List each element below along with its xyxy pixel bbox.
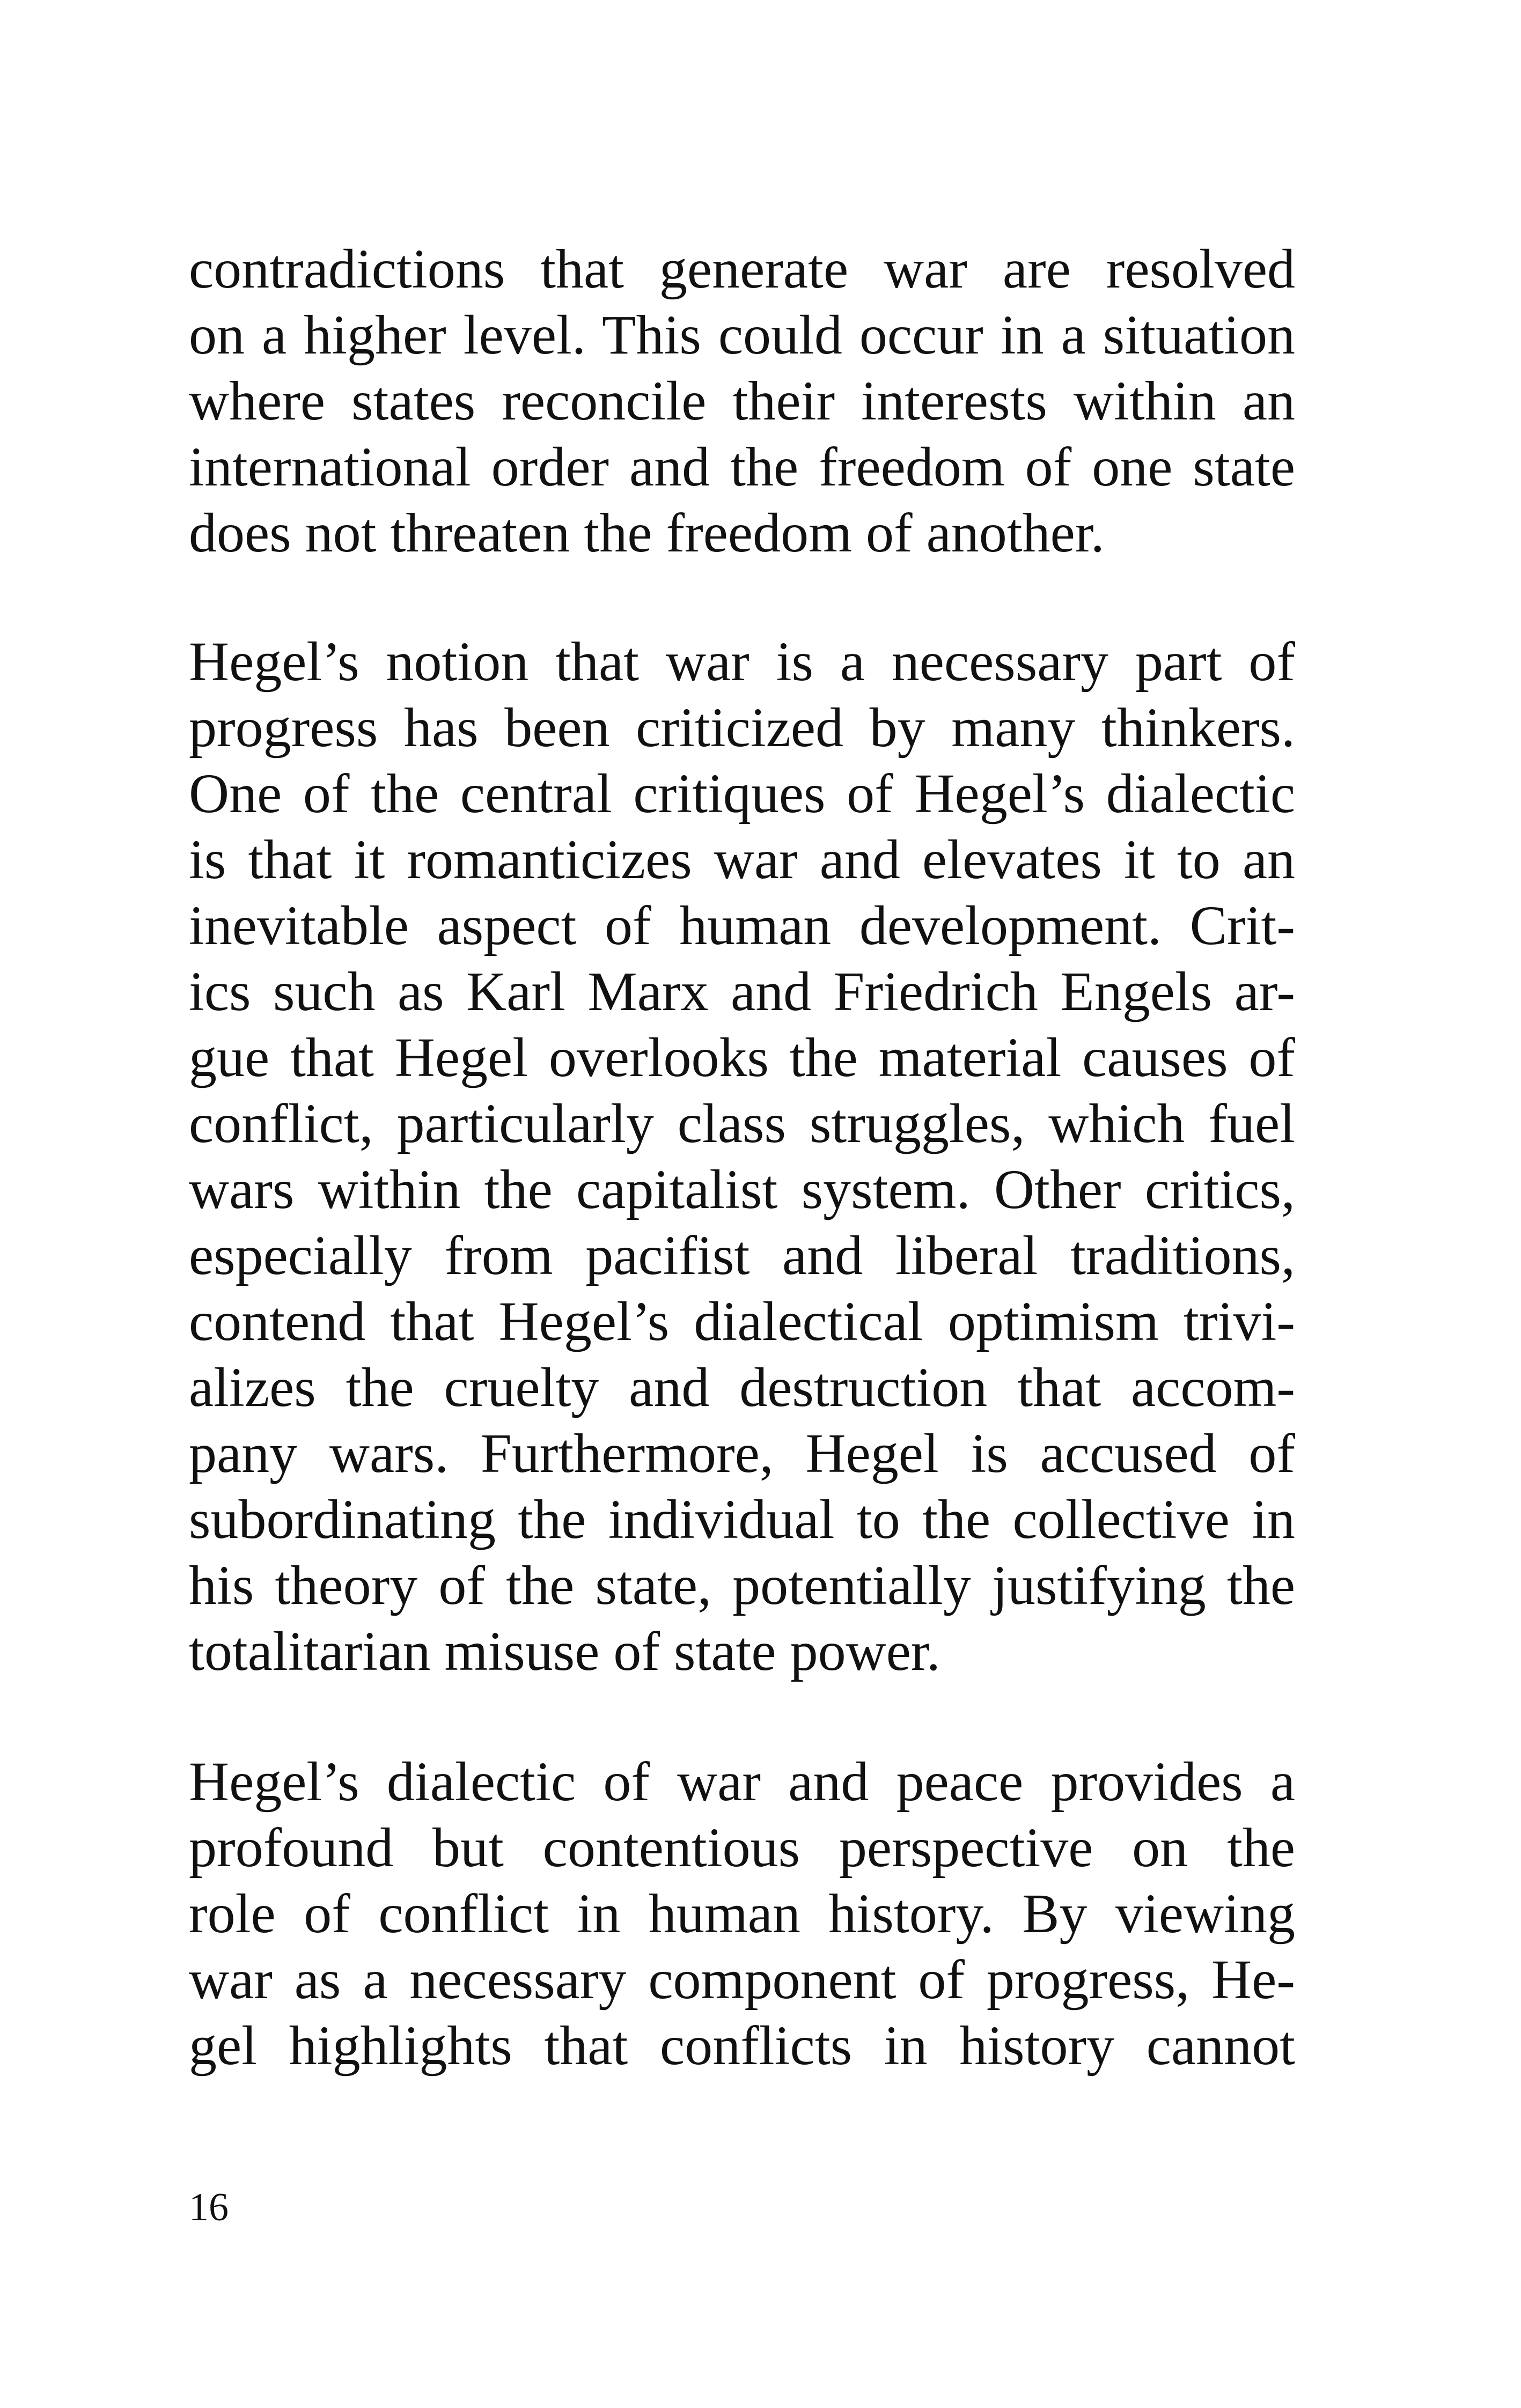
text-line: Hegel’s notion that war is a necessary part of bbox=[189, 631, 1295, 693]
text-line: pany wars. Furthermore, Hegel is accused of bbox=[189, 1423, 1295, 1484]
text-line: does not threaten the freedom of another. bbox=[189, 502, 1105, 564]
text-line: inevitable aspect of human development. Crit- bbox=[189, 895, 1295, 956]
text-line: conflict, particularly class struggles, which fuel bbox=[189, 1093, 1295, 1154]
text-line: wars within the capitalist system. Other critics, bbox=[189, 1159, 1295, 1220]
text-line: alizes the cruelty and destruction that accom- bbox=[189, 1357, 1295, 1418]
paragraph-3 bbox=[189, 1749, 1295, 2079]
text-line: on a higher level. This could occur in a situation bbox=[189, 304, 1295, 366]
text-line: his theory of the state, potentially justifying the bbox=[189, 1555, 1295, 1616]
text-line: subordinating the individual to the collective in bbox=[189, 1489, 1295, 1550]
text-line: international order and the freedom of one state bbox=[189, 436, 1295, 498]
text-line: especially from pacifist and liberal traditions, bbox=[189, 1225, 1295, 1286]
text-line: Hegel’s dialectic of war and peace provides a bbox=[189, 1751, 1295, 1813]
text-line: role of conflict in human history. By viewing bbox=[189, 1883, 1295, 1945]
text-line: One of the central critiques of Hegel’s dialectic bbox=[189, 763, 1295, 824]
text-line: contend that Hegel’s dialectical optimism trivi- bbox=[189, 1291, 1295, 1352]
text-line: ics such as Karl Marx and Friedrich Engels ar- bbox=[189, 961, 1295, 1022]
page-number: 16 bbox=[189, 2185, 229, 2229]
text-line: gel highlights that conflicts in history cannot bbox=[189, 2015, 1295, 2076]
paragraph-2 bbox=[189, 629, 1295, 1684]
text-line: gue that Hegel overlooks the material causes of bbox=[189, 1027, 1295, 1088]
text-line: profound but contentious perspective on the bbox=[189, 1817, 1295, 1879]
text-line: is that it romanticizes war and elevates it to an bbox=[189, 829, 1295, 890]
text-line: progress has been criticized by many thinkers. bbox=[189, 697, 1295, 759]
text-line: totalitarian misuse of state power. bbox=[189, 1621, 940, 1682]
text-line: war as a necessary component of progress, He- bbox=[189, 1949, 1295, 2011]
text-line: where states reconcile their interests within an bbox=[189, 370, 1295, 432]
paragraph-1 bbox=[189, 236, 1295, 566]
text-line: contradictions that generate war are resolved bbox=[189, 238, 1295, 300]
